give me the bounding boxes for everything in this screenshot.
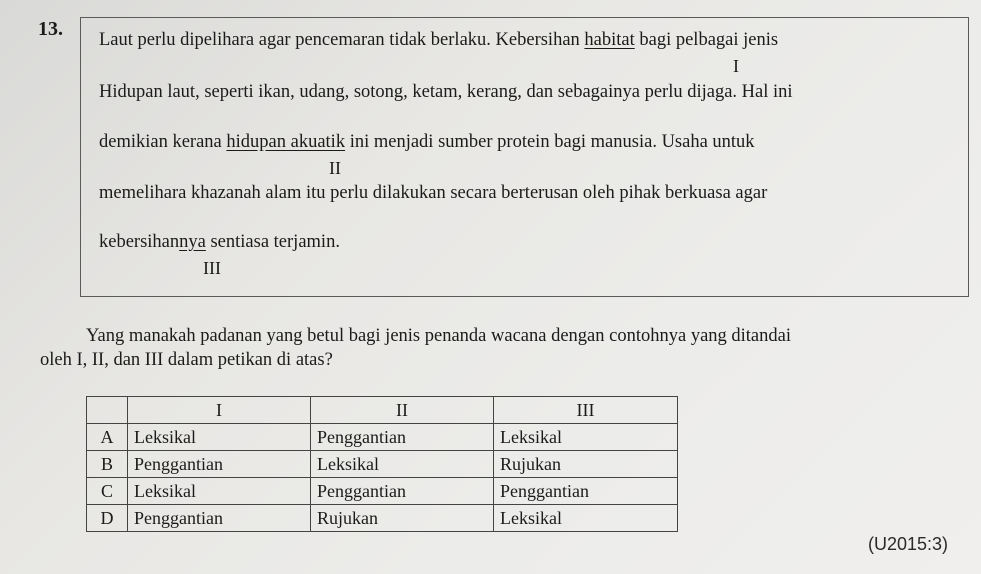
table-row: [87, 505, 678, 532]
option-label: A: [87, 424, 128, 451]
table-row: [87, 451, 678, 478]
table-row: [87, 478, 678, 505]
question-line-2: oleh I, II, dan III dalam petikan di atas?: [40, 350, 333, 370]
marked-phrase-hidupan-akuatik: hidupan akuatik: [226, 132, 346, 152]
passage-box: [80, 17, 969, 297]
question-number: 13.: [38, 18, 63, 40]
table-cell: Leksikal: [494, 505, 678, 532]
passage-line-5-post: sentiasa terjamin.: [205, 232, 340, 252]
table-cell: Leksikal: [494, 424, 678, 451]
passage-line-1-pre: Laut perlu dipelihara agar pencemaran tidak berlaku. Kebersihan: [99, 30, 585, 50]
table-cell: Leksikal: [128, 478, 311, 505]
option-label: D: [87, 505, 128, 532]
source-code: (U2015:3): [868, 534, 949, 554]
passage-line-2: Hidupan laut, seperti ikan, udang, sotong, ketam, kerang, dan sebagainya perlu dijaga. Hal ini: [99, 82, 793, 102]
table-cell: Leksikal: [311, 451, 494, 478]
table-cell: Rujukan: [494, 451, 678, 478]
table-cell: Penggantian: [311, 478, 494, 505]
option-label: B: [87, 451, 128, 478]
passage-line-5: [99, 232, 340, 253]
table-cell: Penggantian: [128, 505, 311, 532]
table-header-cell: II: [311, 397, 494, 424]
marker-label-3: III: [203, 258, 221, 278]
table-row: [87, 424, 678, 451]
table-cell: Penggantian: [494, 478, 678, 505]
table-cell: Rujukan: [311, 505, 494, 532]
table-cell: Penggantian: [128, 451, 311, 478]
passage-line-1-post: bagi pelbagai jenis: [634, 30, 779, 50]
question-line-1: Yang manakah padanan yang betul bagi jenis penanda wacana dengan contohnya yang ditandai: [86, 326, 791, 346]
table-header-cell: [87, 397, 128, 424]
table-header-cell: III: [494, 397, 678, 424]
marked-word-habitat: habitat: [584, 30, 635, 50]
table-header-row: [87, 397, 678, 424]
passage-line-4: memelihara khazanah alam itu perlu dilakukan secara berterusan oleh pihak berkuasa agar: [99, 183, 768, 203]
passage-line-3-pre: demikian kerana: [99, 132, 227, 152]
passage-line-1: [99, 30, 778, 51]
passage-line-5-pre: kebersihan: [99, 232, 180, 252]
passage-line-3: [99, 132, 755, 153]
marker-label-2: II: [329, 158, 341, 178]
marker-label-1: I: [733, 56, 739, 76]
answer-table: [86, 396, 678, 532]
table-cell: Leksikal: [128, 424, 311, 451]
table-cell: Penggantian: [311, 424, 494, 451]
table-header-cell: I: [128, 397, 311, 424]
option-label: C: [87, 478, 128, 505]
passage-line-3-post: ini menjadi sumber protein bagi manusia. Usaha untuk: [345, 132, 755, 152]
marked-suffix-nya: nya: [179, 232, 206, 252]
